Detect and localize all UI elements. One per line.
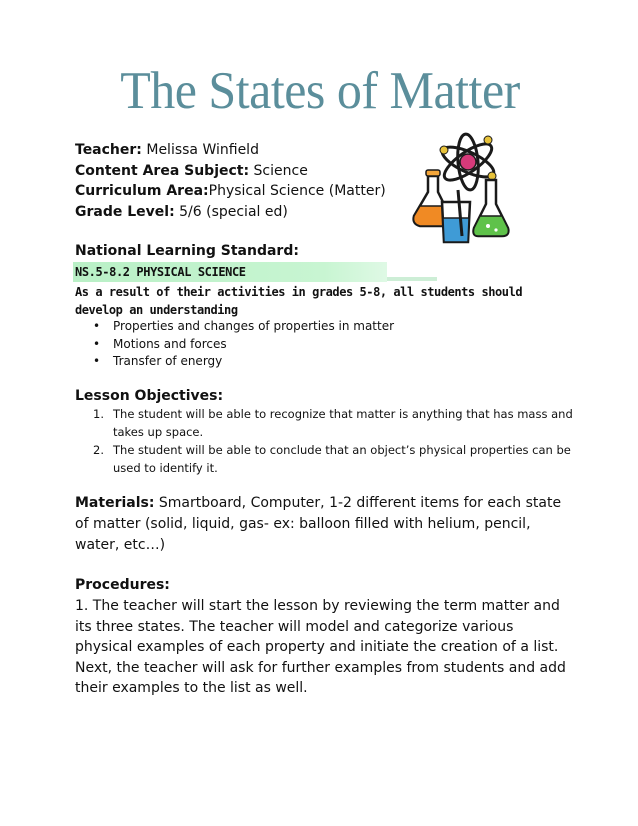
teacher-row	[75, 140, 386, 161]
procedures-heading: Procedures:	[75, 577, 170, 593]
list-item: • Transfer of energy	[93, 353, 394, 371]
grade-label: Grade Level:	[75, 203, 175, 220]
list-item: • Properties and changes of properties in matter	[93, 318, 394, 336]
materials-section	[75, 493, 570, 556]
page-title: The States of Matter	[120, 60, 520, 120]
curriculum-row	[75, 181, 386, 202]
blue-beaker-icon	[442, 190, 470, 242]
subject-label: Content Area Subject:	[75, 162, 250, 179]
grade-value: 5/6 (special ed)	[179, 203, 288, 220]
list-item: • Motions and forces	[93, 336, 394, 354]
objectives-list	[93, 406, 573, 478]
objectives-heading: Lesson Objectives:	[75, 388, 224, 404]
subject-row	[75, 161, 386, 182]
lesson-info	[75, 140, 386, 222]
list-item	[93, 406, 573, 441]
item-text: The student will be able to recognize that matter is anything that has mass and takes up space.	[113, 407, 573, 439]
grade-row	[75, 202, 386, 223]
subject-value: Science	[253, 162, 308, 179]
green-flask-icon	[474, 180, 509, 236]
standard-bullet-list	[93, 318, 394, 371]
list-item	[93, 442, 573, 477]
materials-text: Smartboard, Computer, 1-2 different items for each state of matter (solid, liquid, gas- ex: balloon filled with helium, pencil, water, etc…)	[75, 495, 562, 553]
item-text: The student will be able to conclude that an object’s physical properties can be used to identify it.	[113, 443, 571, 475]
teacher-label: Teacher:	[75, 142, 142, 158]
standard-text: As a result of their activities in grades 5-8, all students should develop an understanding	[75, 285, 523, 317]
standard-code: NS.5-8.2 PHYSICAL SCIENCE	[75, 265, 246, 279]
curriculum-label: Curriculum Area:	[75, 183, 209, 199]
procedures-text: 1. The teacher will start the lesson by reviewing the term matter and its three states. The teacher will model and categorize various physical examples of each property and initiate the creation of a list. Next, the teacher will ask for further examples from students and add their examples to the list as well.	[75, 598, 566, 697]
atom-beakers-clipart-icon	[406, 132, 518, 250]
standard-heading: National Learning Standard:	[75, 243, 299, 259]
teacher-value: Melissa Winfield	[146, 142, 259, 158]
curriculum-value: Physical Science (Matter)	[208, 183, 386, 199]
materials-label: Materials:	[75, 495, 155, 511]
item-number: 2.	[93, 443, 104, 457]
item-number: 1.	[93, 407, 104, 421]
standard-highlight-tail	[387, 277, 437, 281]
